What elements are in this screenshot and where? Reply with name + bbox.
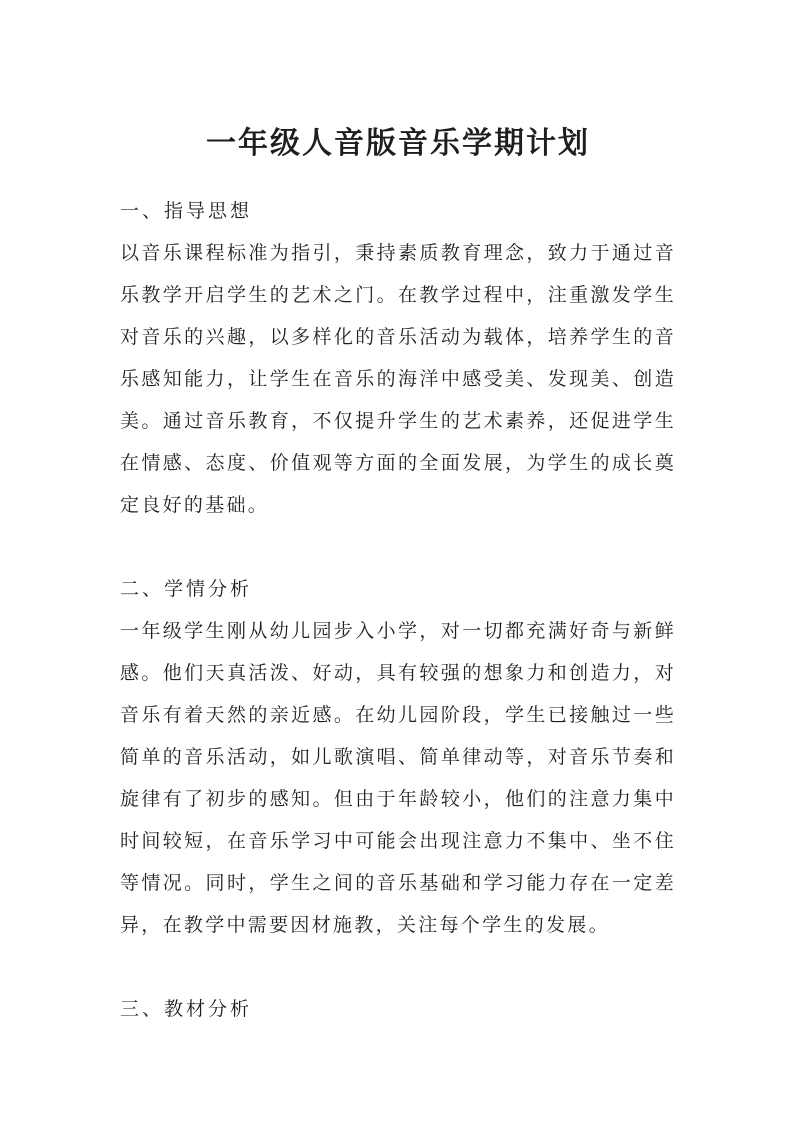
section-heading-learning-analysis: 二、学情分析 [120,579,253,600]
section-learning-analysis [120,569,676,947]
section-paragraph-guiding-ideology: 以音乐课程标准为指引，秉持素质教育理念，致力于通过音乐教学开启学生的艺术之门。在教学过程中，注重激发学生对音乐的兴趣，以多样化的音乐活动为载体，培养学生的音乐感知能力，让学生在音乐的海洋中感受美、发现美、创造美。通过音乐教育，不仅提升学生的艺术素养，还促进学生在情感、态度、价值观等方面的全面发展，为学生的成长奠定良好的基础。 [120,243,676,516]
section-paragraph-learning-analysis: 一年级学生刚从幼儿园步入小学，对一切都充满好奇与新鲜感。他们天真活泼、好动，具有较强的想象力和创造力，对音乐有着天然的亲近感。在幼儿园阶段，学生已接触过一些简单的音乐活动，如儿歌演唱、简单律动等，对音乐节奏和旋律有了初步的感知。但由于年龄较小，他们的注意力集中时间较短，在音乐学习中可能会出现注意力不集中、坐不住等情况。同时，学生之间的音乐基础和学习能力存在一定差异，在教学中需要因材施教，关注每个学生的发展。 [120,621,676,936]
section-heading-guiding-ideology: 一、指导思想 [120,201,253,222]
document-title: 一年级人音版音乐学期计划 [206,127,590,160]
section-textbook-analysis [120,989,676,1031]
section-heading-textbook-analysis: 三、教材分析 [120,999,253,1020]
section-guiding-ideology [120,191,676,527]
